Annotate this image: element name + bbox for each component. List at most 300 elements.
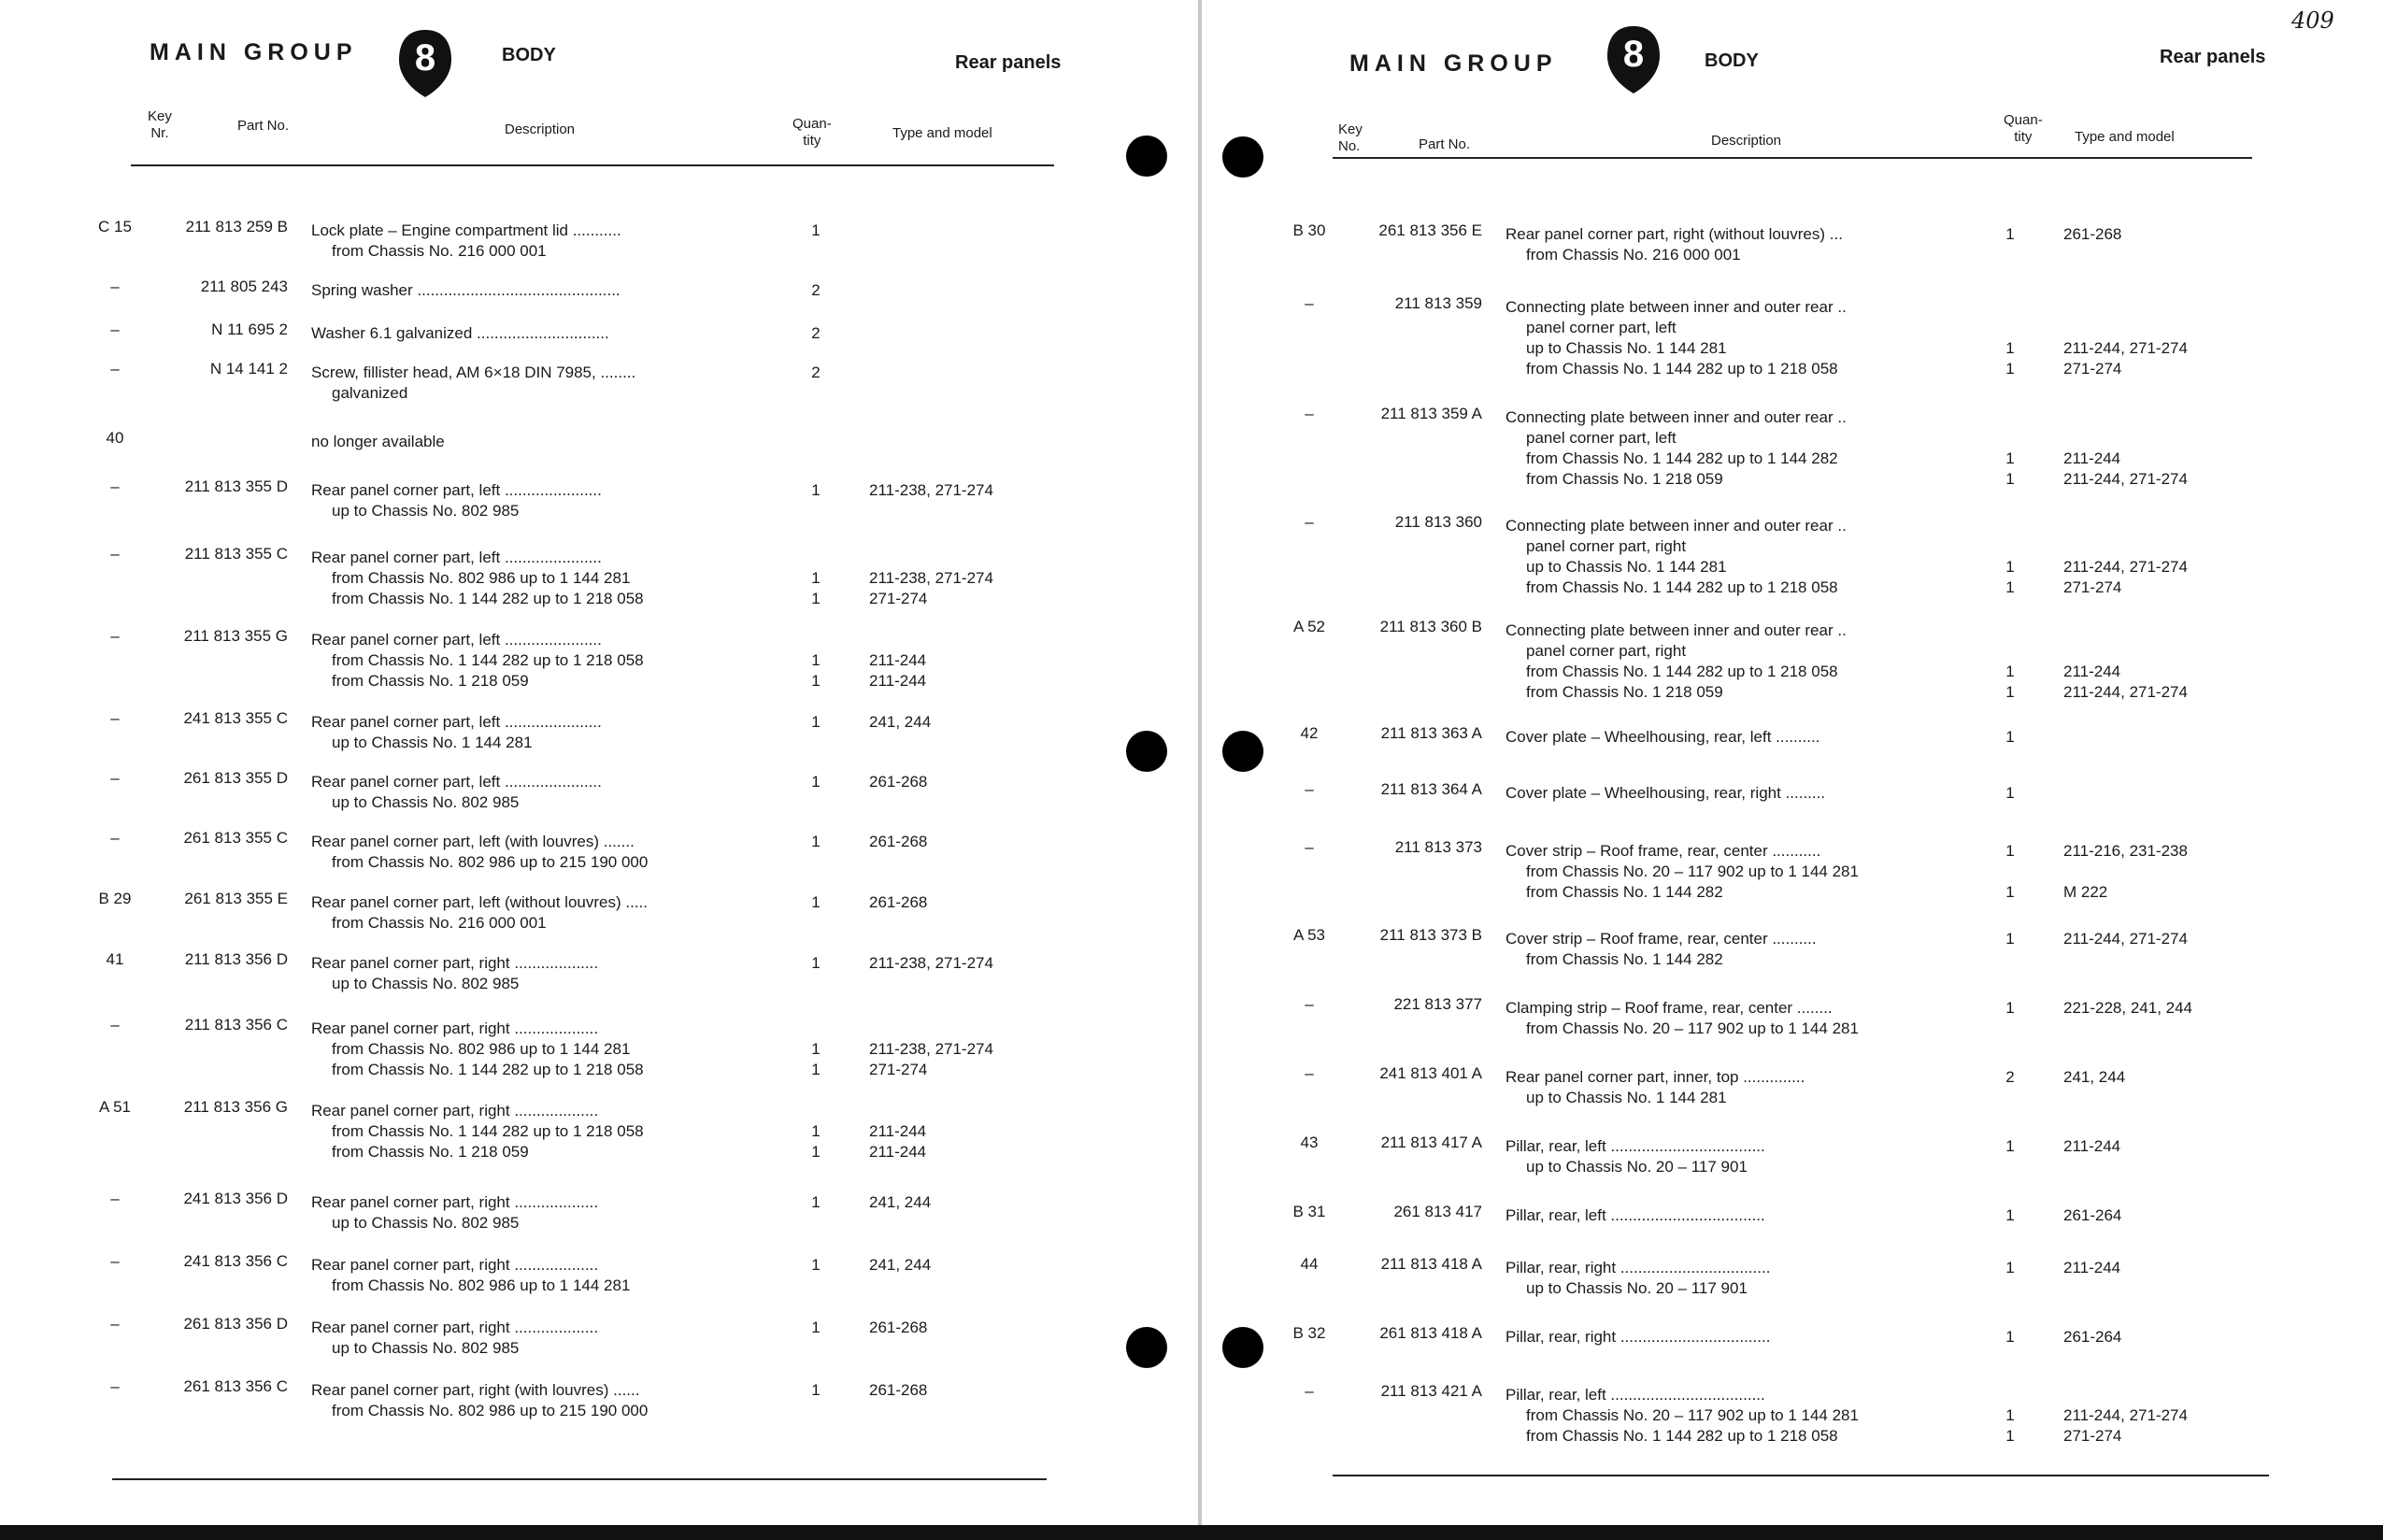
parts-row (82, 1098, 1073, 1162)
description-line: up to Chassis No. 802 985 (332, 975, 520, 992)
col-key: Key No. (1338, 121, 1363, 154)
part-number: 241 813 356 C (183, 1252, 288, 1270)
key-number: 43 (1300, 1134, 1319, 1151)
binder-hole (1126, 1327, 1167, 1368)
quantity: 1 (2005, 449, 2015, 467)
type-model: 241, 244 (869, 713, 932, 731)
parts-row (1277, 926, 2267, 970)
part-number: 211 805 243 (200, 278, 288, 295)
binder-hole (1222, 136, 1263, 178)
key-number: – (1305, 995, 1314, 1013)
quantity: 1 (811, 1319, 820, 1336)
type-model: 271-274 (869, 590, 928, 607)
description-line: Pillar, rear, left ................................... (1505, 1137, 1765, 1155)
quantity: 1 (811, 672, 820, 690)
description (1505, 727, 1954, 748)
parts-row (82, 1192, 1073, 1233)
quantity: 1 (2005, 1406, 2015, 1424)
description (1505, 1067, 1954, 1108)
key-number: – (110, 709, 120, 727)
description-line: Rear panel corner part, left ...................... (311, 631, 602, 649)
type-model: 211-244, 271-274 (2063, 339, 2188, 357)
description (311, 772, 760, 813)
description-line: Cover plate – Wheelhousing, rear, left .......... (1505, 728, 1820, 746)
description (1505, 407, 1954, 490)
description-line: Cover strip – Roof frame, rear, center ........... (1505, 842, 1821, 860)
description-line: from Chassis No. 1 218 059 (332, 672, 529, 690)
key-number: – (110, 829, 120, 847)
key-number: – (110, 360, 120, 378)
group-number-badge (397, 28, 453, 99)
part-number: 261 813 356 D (183, 1315, 288, 1333)
description (1505, 1327, 1954, 1348)
type-model: 211-244 (2063, 1259, 2121, 1276)
description (311, 630, 760, 692)
key-number: – (1305, 513, 1314, 531)
description-line: from Chassis No. 1 144 282 up to 1 144 282 (1526, 449, 1838, 467)
description-line: Connecting plate between inner and outer rear .. (1505, 517, 1847, 535)
part-number: 261 813 355 D (183, 769, 288, 787)
description-line: from Chassis No. 216 000 001 (332, 242, 547, 260)
quantity: 1 (811, 893, 820, 911)
col-key: Key Nr. (148, 108, 172, 141)
parts-row (1277, 407, 2267, 490)
binder-hole (1222, 731, 1263, 772)
quantity: 1 (2005, 1427, 2015, 1445)
description-line: up to Chassis No. 1 144 281 (1526, 558, 1727, 576)
key-number: – (110, 478, 120, 495)
catalog-page-right (1202, 0, 2383, 1525)
parts-row (1277, 1255, 2267, 1299)
scan-edge (0, 1525, 2383, 1540)
parts-row (82, 323, 1073, 344)
quantity: 1 (811, 1040, 820, 1058)
key-number: 41 (106, 950, 124, 968)
description (1505, 1136, 1954, 1177)
col-quantity: Quan- tity (2004, 112, 2043, 145)
key-number: – (110, 278, 120, 295)
type-model: 211-238, 271-274 (869, 1040, 993, 1058)
key-number: A 51 (98, 1098, 132, 1116)
type-model: 211-244 (2063, 1137, 2121, 1155)
section-title: Rear panels (955, 52, 1062, 73)
col-type-model: Type and model (2075, 129, 2175, 145)
part-number: 211 813 356 D (184, 950, 288, 968)
type-model: 271-274 (2063, 360, 2122, 378)
quantity: 1 (811, 1061, 820, 1078)
catalog-page-left (0, 0, 1198, 1525)
description (1505, 620, 1954, 703)
description-line: from Chassis No. 1 144 282 (1526, 950, 1723, 968)
quantity: 1 (2005, 1137, 2015, 1155)
type-model: 241, 244 (869, 1193, 932, 1211)
type-model: 261-264 (2063, 1206, 2122, 1224)
type-model: 211-244, 271-274 (2063, 683, 2188, 701)
quantity: 1 (811, 954, 820, 972)
body-label: BODY (1705, 50, 1759, 71)
part-number: 211 813 421 A (1380, 1382, 1482, 1400)
description-line: Connecting plate between inner and outer rear .. (1505, 621, 1847, 639)
key-number: – (110, 1377, 120, 1395)
part-number: 261 813 356 E (1378, 221, 1482, 239)
key-number: B 29 (98, 890, 132, 907)
description (311, 363, 760, 404)
description (311, 1380, 760, 1421)
description-line: from Chassis No. 1 144 282 up to 1 218 058 (332, 1061, 644, 1078)
key-number: C 15 (98, 218, 132, 235)
binder-hole (1222, 1327, 1263, 1368)
description-line: from Chassis No. 216 000 001 (1526, 246, 1741, 264)
quantity: 1 (811, 1122, 820, 1140)
description (1505, 224, 1954, 265)
quantity: 1 (2005, 470, 2015, 488)
description-line: panel corner part, right (1526, 537, 1687, 555)
parts-row (1277, 1136, 2267, 1177)
description (1505, 841, 1954, 903)
parts-row (1277, 513, 2267, 598)
key-number: – (110, 545, 120, 563)
type-model: 241, 244 (2063, 1068, 2126, 1086)
parts-row (82, 360, 1073, 404)
description-line: Lock plate – Engine compartment lid ........... (311, 221, 621, 239)
key-number: – (1305, 780, 1314, 798)
description-line: from Chassis No. 20 – 117 902 up to 1 144 281 (1526, 1406, 1859, 1424)
header-rule (131, 164, 1054, 166)
description-line: Rear panel corner part, right ................... (311, 1193, 599, 1211)
description-line: Pillar, rear, right .................................. (1505, 1259, 1771, 1276)
description-line: Rear panel corner part, right ................... (311, 954, 599, 972)
quantity: 1 (811, 833, 820, 850)
part-number: 211 813 356 C (184, 1016, 288, 1034)
key-number: 44 (1300, 1255, 1319, 1273)
parts-row (82, 1016, 1073, 1080)
col-quantity: Quan- tity (792, 116, 832, 149)
quantity: 1 (2005, 999, 2015, 1017)
description (1505, 1258, 1954, 1299)
description-line: from Chassis No. 20 – 117 902 up to 1 144 281 (1526, 863, 1859, 880)
part-number: 241 813 356 D (183, 1190, 288, 1207)
type-model: 211-238, 271-274 (869, 954, 993, 972)
key-number: – (110, 1016, 120, 1034)
description-line: Rear panel corner part, right ................... (311, 1102, 599, 1119)
description (1505, 516, 1954, 598)
description-line: Rear panel corner part, left ...................... (311, 481, 602, 499)
type-model: 261-268 (869, 773, 928, 791)
description-line: panel corner part, left (1526, 429, 1677, 447)
type-model: 211-244 (2063, 663, 2121, 680)
quantity: 2 (2005, 1068, 2015, 1086)
part-number: 211 813 364 A (1380, 780, 1482, 798)
description-line: Clamping strip – Roof frame, rear, center ........ (1505, 999, 1833, 1017)
quantity: 1 (2005, 360, 2015, 378)
description-line: from Chassis No. 802 986 up to 215 190 000 (332, 1402, 649, 1419)
part-number: N 11 695 2 (211, 321, 288, 338)
description-line: up to Chassis No. 20 – 117 901 (1526, 1158, 1748, 1176)
parts-row (82, 627, 1073, 692)
part-number: 261 813 417 (1393, 1203, 1482, 1220)
description (1505, 297, 1954, 379)
col-part: Part No. (1419, 136, 1471, 152)
parts-row (82, 545, 1073, 609)
parts-row (82, 218, 1073, 262)
quantity: 1 (2005, 1206, 2015, 1224)
quantity: 1 (2005, 683, 2015, 701)
type-model: 211-238, 271-274 (869, 481, 993, 499)
key-number: – (1305, 838, 1314, 856)
key-number: A 53 (1292, 926, 1326, 944)
description-line: Cover plate – Wheelhousing, rear, right ......... (1505, 784, 1826, 802)
group-number-badge (1605, 24, 1662, 95)
description (1505, 998, 1954, 1039)
description (311, 1101, 760, 1162)
description-line: from Chassis No. 1 218 059 (1526, 683, 1723, 701)
key-number: – (1305, 1382, 1314, 1400)
description-line: up to Chassis No. 802 985 (332, 1214, 520, 1232)
quantity: 1 (811, 221, 820, 239)
description (311, 480, 760, 521)
type-model: 211-244, 271-274 (2063, 558, 2188, 576)
quantity: 1 (811, 569, 820, 587)
description-line: Rear panel corner part, inner, top .............. (1505, 1068, 1805, 1086)
col-part: Part No. (237, 118, 290, 134)
description-line: up to Chassis No. 802 985 (332, 793, 520, 811)
quantity: 1 (811, 1381, 820, 1399)
type-model: 211-244 (2063, 449, 2121, 467)
part-number: 211 813 359 A (1380, 405, 1482, 422)
quantity: 1 (2005, 578, 2015, 596)
key-number: – (110, 1315, 120, 1333)
type-model: M 222 (2063, 883, 2108, 901)
quantity: 1 (811, 590, 820, 607)
key-number: B 31 (1292, 1203, 1326, 1220)
part-number: 211 813 417 A (1380, 1134, 1482, 1151)
description-line: Pillar, rear, right .................................. (1505, 1328, 1771, 1346)
part-number: 211 813 360 (1394, 513, 1482, 531)
description (311, 323, 760, 344)
quantity: 1 (811, 1256, 820, 1274)
header-rule (1333, 157, 2252, 159)
description-line: up to Chassis No. 20 – 117 901 (1526, 1279, 1748, 1297)
description-line: from Chassis No. 1 218 059 (1526, 470, 1723, 488)
key-number: – (1305, 1064, 1314, 1082)
part-number: 211 813 373 B (1379, 926, 1482, 944)
type-model: 261-268 (869, 893, 928, 911)
parts-row (82, 480, 1073, 521)
part-number: 211 813 363 A (1380, 724, 1482, 742)
part-number: 211 813 356 G (183, 1098, 288, 1116)
description-line: from Chassis No. 216 000 001 (332, 914, 547, 932)
description-line: no longer available (311, 433, 445, 450)
binder-hole (1126, 135, 1167, 177)
part-number: 211 813 355 C (184, 545, 288, 563)
key-number: – (110, 769, 120, 787)
description (1505, 783, 1954, 804)
type-model: 261-268 (869, 1319, 928, 1336)
quantity: 1 (2005, 663, 2015, 680)
parts-row (1277, 1064, 2267, 1108)
parts-row (82, 950, 1073, 994)
key-number: – (1305, 294, 1314, 312)
type-model: 261-268 (2063, 225, 2122, 243)
parts-row (1277, 995, 2267, 1039)
description-line: Washer 6.1 galvanized .............................. (311, 324, 609, 342)
main-group-title: MAIN GROUP (150, 39, 358, 65)
type-model: 271-274 (869, 1061, 928, 1078)
quantity: 2 (811, 281, 820, 299)
description (311, 548, 760, 609)
type-model: 261-264 (2063, 1328, 2122, 1346)
type-model: 211-244 (869, 1143, 927, 1161)
quantity: 1 (2005, 842, 2015, 860)
description-line: up to Chassis No. 1 144 281 (1526, 1089, 1727, 1106)
part-number: 261 813 418 A (1379, 1324, 1482, 1342)
description (311, 1318, 760, 1359)
group-number: 8 (414, 37, 436, 78)
part-number: 211 813 355 G (183, 627, 288, 645)
quantity: 1 (811, 773, 820, 791)
handwritten-page-number: 409 (2291, 7, 2334, 34)
parts-row (82, 709, 1073, 753)
quantity: 1 (2005, 784, 2015, 802)
key-number: – (110, 1190, 120, 1207)
description-line: up to Chassis No. 802 985 (332, 1339, 520, 1357)
type-model: 211-244 (869, 672, 927, 690)
part-number: 261 813 356 C (183, 1377, 288, 1395)
quantity: 1 (2005, 930, 2015, 948)
key-number: – (110, 627, 120, 645)
parts-row (1277, 838, 2267, 903)
description (1505, 1385, 1954, 1447)
quantity: 2 (811, 364, 820, 381)
description (311, 221, 760, 262)
part-number: 211 813 360 B (1379, 618, 1482, 635)
description (311, 953, 760, 994)
body-label: BODY (502, 45, 556, 65)
part-number: 211 813 355 D (184, 478, 288, 495)
parts-row (1277, 620, 2267, 703)
key-number: B 32 (1292, 1324, 1326, 1342)
quantity: 1 (2005, 1259, 2015, 1276)
description-line: up to Chassis No. 1 144 281 (1526, 339, 1727, 357)
description-line: Connecting plate between inner and outer rear .. (1505, 298, 1847, 316)
parts-row (1277, 1324, 2267, 1348)
parts-row (82, 1252, 1073, 1296)
quantity: 1 (2005, 728, 2015, 746)
binder-hole (1126, 731, 1167, 772)
part-number: 211 813 373 (1394, 838, 1482, 856)
description-line: from Chassis No. 1 218 059 (332, 1143, 529, 1161)
description (1505, 929, 1954, 970)
description-line: Cover strip – Roof frame, rear, center .......... (1505, 930, 1817, 948)
description-line: panel corner part, left (1526, 319, 1677, 336)
parts-row (82, 280, 1073, 301)
part-number: 211 813 418 A (1380, 1255, 1482, 1273)
type-model: 211-244 (869, 651, 927, 669)
description-line: Rear panel corner part, right (without louvres) ... (1505, 225, 1843, 243)
description-line: from Chassis No. 1 144 282 up to 1 218 058 (1526, 1427, 1838, 1445)
description-line: from Chassis No. 1 144 282 up to 1 218 058 (1526, 663, 1838, 680)
description-line: Rear panel corner part, right ................... (311, 1020, 599, 1037)
key-number: 42 (1300, 724, 1319, 742)
description-line: Screw, fillister head, AM 6×18 DIN 7985, ........ (311, 364, 636, 381)
quantity: 1 (2005, 558, 2015, 576)
parts-row (82, 892, 1073, 934)
description-line: from Chassis No. 802 986 up to 1 144 281 (332, 569, 631, 587)
description-line: Rear panel corner part, right (with louvres) ...... (311, 1381, 640, 1399)
description (311, 892, 760, 934)
type-model: 241, 244 (869, 1256, 932, 1274)
description-line: Rear panel corner part, right ................... (311, 1256, 599, 1274)
part-number: 241 813 355 C (183, 709, 288, 727)
type-model: 271-274 (2063, 1427, 2122, 1445)
description-line: Rear panel corner part, left ...................... (311, 713, 602, 731)
type-model: 211-244, 271-274 (2063, 930, 2188, 948)
type-model: 221-228, 241, 244 (2063, 999, 2193, 1017)
description-line: galvanized (332, 384, 408, 402)
description-line: panel corner part, right (1526, 642, 1687, 660)
footer-rule (1333, 1475, 2269, 1476)
description-line: from Chassis No. 802 986 up to 1 144 281 (332, 1276, 631, 1294)
parts-row (1277, 1205, 2267, 1226)
description-line: from Chassis No. 802 986 up to 1 144 281 (332, 1040, 631, 1058)
section-title: Rear panels (2160, 47, 2266, 67)
description (311, 1192, 760, 1233)
key-number: – (110, 321, 120, 338)
type-model: 211-244 (869, 1122, 927, 1140)
main-group-title: MAIN GROUP (1349, 50, 1558, 77)
quantity: 1 (811, 713, 820, 731)
description-line: from Chassis No. 1 144 282 up to 1 218 058 (1526, 360, 1838, 378)
footer-rule (112, 1478, 1047, 1480)
type-model: 261-268 (869, 833, 928, 850)
parts-row (1277, 294, 2267, 379)
description (1505, 1205, 1954, 1226)
type-model: 271-274 (2063, 578, 2122, 596)
quantity: 1 (2005, 225, 2015, 243)
col-type-model: Type and model (892, 125, 992, 141)
quantity: 1 (2005, 883, 2015, 901)
description-line: Rear panel corner part, right ................... (311, 1319, 599, 1336)
description (311, 712, 760, 753)
description-line: from Chassis No. 802 986 up to 215 190 000 (332, 853, 649, 871)
parts-row (1277, 780, 2267, 804)
description-line: Rear panel corner part, left (without louvres) ..... (311, 893, 648, 911)
description-line: from Chassis No. 1 144 282 up to 1 218 058 (332, 651, 644, 669)
type-model: 211-216, 231-238 (2063, 842, 2188, 860)
parts-row (82, 769, 1073, 813)
description (311, 1019, 760, 1080)
quantity: 1 (2005, 1328, 2015, 1346)
type-model: 211-244, 271-274 (2063, 470, 2188, 488)
parts-row (82, 429, 1073, 452)
description-line: Pillar, rear, left ................................... (1505, 1386, 1765, 1404)
key-number: B 30 (1292, 221, 1326, 239)
description-line: Rear panel corner part, left ...................... (311, 549, 602, 566)
description (311, 432, 760, 452)
quantity: 1 (811, 1143, 820, 1161)
quantity: 1 (811, 651, 820, 669)
parts-row (1277, 221, 2267, 265)
part-number: 261 813 355 C (183, 829, 288, 847)
parts-row (1277, 1382, 2267, 1447)
parts-row (82, 1315, 1073, 1359)
description (311, 280, 760, 301)
description (311, 832, 760, 873)
parts-row (82, 829, 1073, 873)
quantity: 1 (811, 1193, 820, 1211)
col-description: Description (1711, 133, 1782, 149)
quantity: 1 (811, 481, 820, 499)
